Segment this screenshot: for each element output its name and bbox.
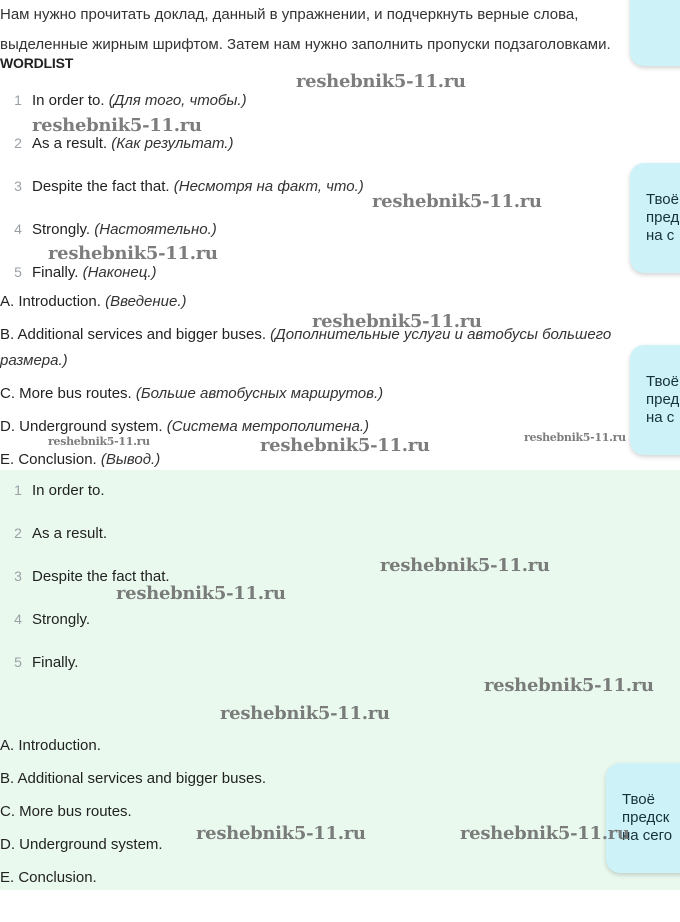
heading-item [0, 324, 611, 346]
watermark: reshebnik5-11.ru [32, 115, 202, 136]
watermark: reshebnik5-11.ru [220, 703, 390, 724]
promo-bubble[interactable] [630, 163, 680, 273]
item-number: 2 [14, 525, 22, 541]
heading-en: D. Underground system. [0, 418, 163, 435]
answer-heading-item: D. Underground system. [0, 836, 163, 853]
answer-wordlist-item [0, 651, 78, 673]
bubble-line: пред [646, 391, 680, 408]
intro-line-2: выделенные жирным шрифтом. Затем нам нужно заполнить пропуски подзаголовками. [0, 36, 611, 53]
watermark: reshebnik5-11.ru [524, 431, 626, 444]
watermark: reshebnik5-11.ru [312, 311, 482, 332]
bubble-line: на сего [622, 827, 673, 844]
item-ru: (Несмотря на факт, что.) [173, 178, 364, 195]
bubble-line: Твоё [646, 191, 679, 208]
heading-en: A. Introduction. [0, 293, 101, 310]
promo-bubble[interactable] [630, 0, 680, 66]
item-ru: (Наконец.) [82, 264, 157, 281]
heading-ru: (Введение.) [105, 293, 187, 310]
item-number: 5 [14, 264, 22, 280]
watermark: reshebnik5-11.ru [48, 435, 150, 448]
bubble-line: на с [646, 409, 675, 426]
bubble-line: на с [646, 227, 675, 244]
bubble-line: пред [646, 209, 680, 226]
item-en: Despite the fact that. [32, 568, 170, 585]
heading-en: C. More bus routes. [0, 385, 132, 402]
item-number: 1 [14, 482, 22, 498]
item-number: 3 [14, 178, 22, 194]
heading-item [0, 449, 160, 471]
item-number: 1 [14, 92, 22, 108]
answer-wordlist-item [0, 522, 107, 544]
heading-ru: (Вывод.) [100, 451, 161, 468]
heading-ru: (Дополнительные услуги и автобусы большего [270, 326, 612, 343]
item-en: Strongly. [32, 611, 91, 628]
answer-heading-item: E. Conclusion. [0, 869, 97, 886]
heading-item-continuation [0, 350, 68, 372]
promo-bubble[interactable] [606, 763, 680, 873]
heading-en: E. Conclusion. [0, 451, 97, 468]
item-en: In order to. [32, 92, 105, 109]
bubble-line: предск [622, 809, 670, 826]
bubble-line: Твоё [622, 791, 655, 808]
bubble-line: Твоё [646, 373, 679, 390]
watermark: reshebnik5-11.ru [372, 191, 542, 212]
wordlist-item [0, 175, 364, 197]
item-number: 3 [14, 568, 22, 584]
heading-en: B. Additional services and bigger buses. [0, 326, 266, 343]
item-number: 4 [14, 611, 22, 627]
answer-wordlist-item [0, 608, 90, 630]
promo-bubble[interactable] [630, 345, 680, 455]
watermark: reshebnik5-11.ru [196, 823, 366, 844]
item-en: As a result. [32, 525, 108, 542]
watermark: reshebnik5-11.ru [260, 435, 430, 456]
item-ru: (Настоятельно.) [94, 221, 217, 238]
heading-ru-cont: размера.) [0, 352, 68, 369]
answer-heading-item: A. Introduction. [0, 737, 101, 754]
watermark: reshebnik5-11.ru [48, 243, 218, 264]
intro-line-1: Нам нужно прочитать доклад, данный в упражнении, и подчеркнуть верные слова, [0, 6, 579, 23]
wordlist-item [0, 89, 247, 111]
item-en: Despite the fact that. [32, 178, 170, 195]
item-en: Strongly. [32, 221, 91, 238]
item-ru: (Как результат.) [111, 135, 234, 152]
item-en: Finally. [32, 264, 79, 281]
answer-wordlist-item [0, 479, 105, 501]
watermark: reshebnik5-11.ru [484, 675, 654, 696]
item-en: As a result. [32, 135, 108, 152]
item-en: Finally. [32, 654, 79, 671]
watermark: reshebnik5-11.ru [380, 555, 550, 576]
heading-ru: (Больше автобусных маршрутов.) [135, 385, 384, 402]
watermark: reshebnik5-11.ru [460, 823, 630, 844]
wordlist-item [0, 261, 157, 283]
item-number: 5 [14, 654, 22, 670]
watermark: reshebnik5-11.ru [116, 583, 286, 604]
intro-text [0, 0, 680, 60]
answer-heading-item: C. More bus routes. [0, 803, 132, 820]
item-ru: (Для того, чтобы.) [108, 92, 247, 109]
item-en: In order to. [32, 482, 105, 499]
item-number: 2 [14, 135, 22, 151]
answer-heading-item: B. Additional services and bigger buses. [0, 770, 266, 787]
watermark: reshebnik5-11.ru [296, 71, 466, 92]
wordlist-heading: WORDLIST [0, 55, 74, 71]
heading-item [0, 383, 383, 405]
item-number: 4 [14, 221, 22, 237]
heading-item [0, 291, 187, 313]
heading-ru: (Система метрополитена.) [166, 418, 370, 435]
wordlist-item [0, 218, 217, 240]
